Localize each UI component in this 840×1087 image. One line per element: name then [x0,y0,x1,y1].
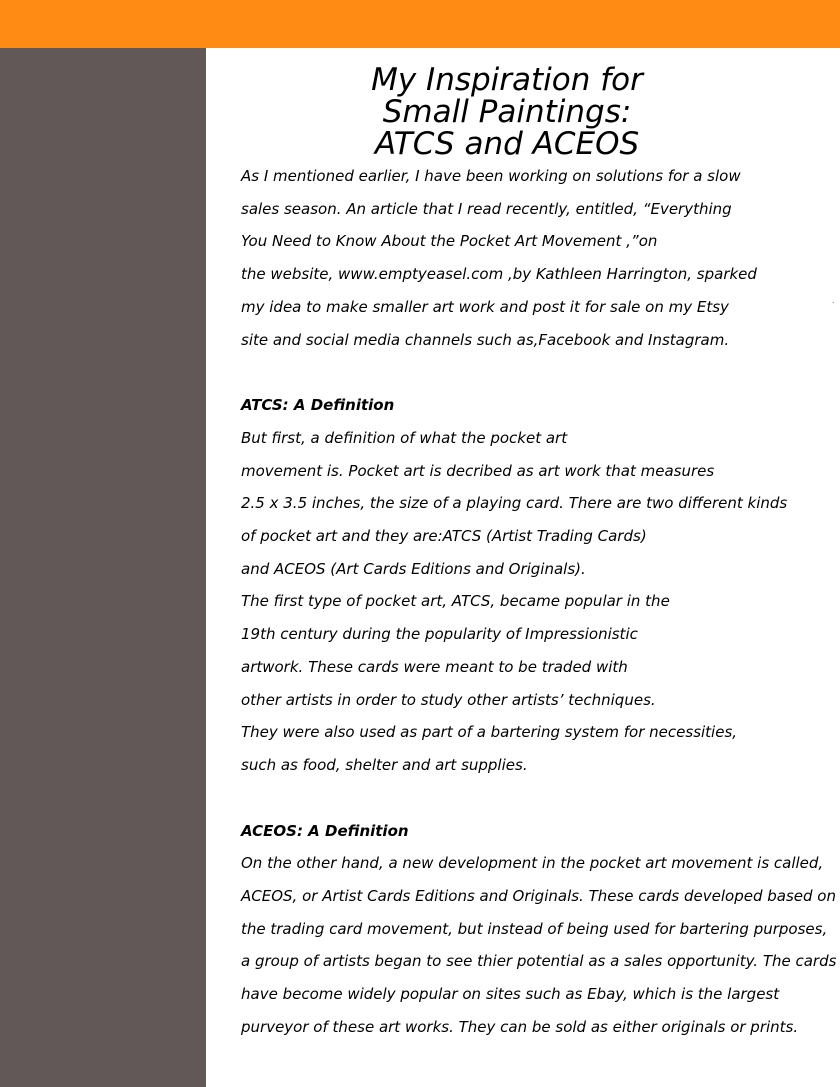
paragraph-gap [241,782,831,815]
text-line: sales season. An article that I read recently, entitled, “Everything [241,199,732,218]
aceos-paragraph [241,847,837,1043]
title-line: My Inspiration for [371,62,643,98]
article-title [241,64,773,160]
text-line: of pocket art and they are:ATCS (Artist Trading Cards) [241,527,647,546]
intro-paragraph [241,160,831,356]
section-heading-atcs: ATCS: A Definition [241,396,395,415]
section-heading-aceos: ACEOS: A Definition [241,821,409,840]
text-line: movement is. Pocket art is decribed as art work that measures [241,461,715,480]
article-body [241,62,837,1044]
title-line: ATCS and ACEOS [374,126,640,162]
text-line: On the other hand, a new development in the pocket art movement is called, [241,854,824,873]
text-line: a group of artists began to see thier potential as a sales opportunity. The cards [241,952,837,971]
text-line: my idea to make smaller art work and post it for sale on my Etsy [241,297,729,316]
paragraph-gap [241,356,831,389]
text-line: other artists in order to study other artists’ techniques. [241,690,656,709]
text-line: the website, www.emptyeasel.com ,by Kathleen Harrington, sparked [241,265,757,284]
text-line: You Need to Know About the Pocket Art Movement ,”on [241,232,658,251]
top-accent-bar [0,0,840,48]
text-line: ACEOS, or Artist Cards Editions and Originals. These cards developed based on [241,887,836,906]
text-line: and ACEOS (Art Cards Editions and Originals). [241,559,586,578]
text-line: such as food, shelter and art supplies. [241,755,528,774]
text-line: site and social media channels such as,Facebook and Instagram. [241,330,730,349]
text-line: As I mentioned earlier, I have been working on solutions for a slow [241,167,741,185]
stray-mark: . [832,296,835,305]
text-line: purveyor of these art works. They can be sold as either originals or prints. [241,1017,799,1036]
text-line: 2.5 x 3.5 inches, the size of a playing card. There are two different kinds [241,494,788,513]
text-line: 19th century during the popularity of Impressionistic [241,625,638,644]
text-line: They were also used as part of a bartering system for necessities, [241,723,738,742]
text-line: But first, a definition of what the pocket art [241,428,568,447]
atcs-paragraph [241,422,831,782]
side-panel [0,48,206,1087]
title-line: Small Paintings: [382,94,632,130]
text-line: artwork. These cards were meant to be traded with [241,657,628,676]
text-line: have become widely popular on sites such as Ebay, which is the largest [241,985,780,1004]
text-line: the trading card movement, but instead of being used for bartering purposes, [241,919,828,938]
text-line: The first type of pocket art, ATCS, became popular in the [241,592,670,611]
